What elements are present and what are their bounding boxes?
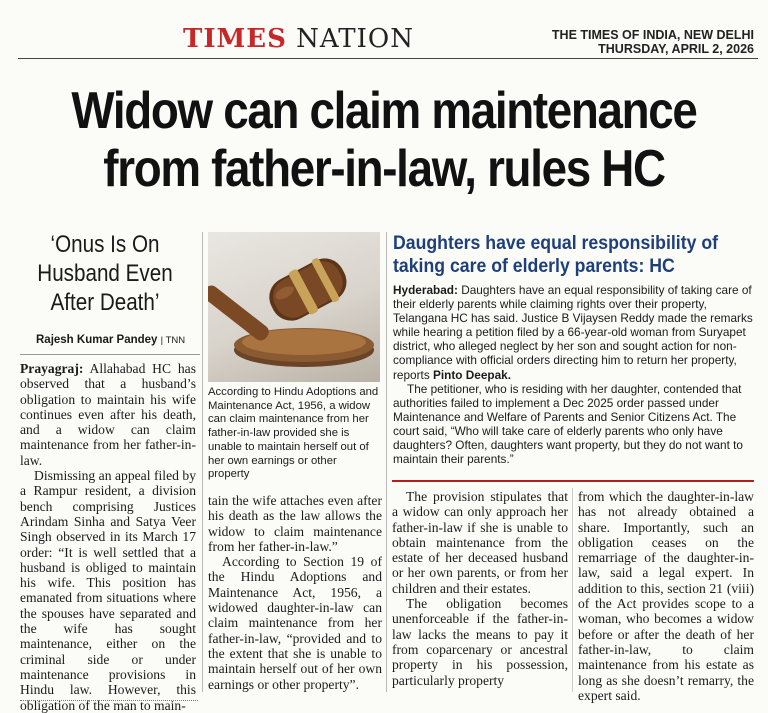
pull-quote: [25, 230, 185, 317]
side-headline-line-1: Daughters have equal responsibility of: [393, 233, 719, 254]
story-paragraph: from which the daughter-in-law has not already obtained a share. Importantly, such an obligation ceases on the remarriage of the daughter-in-law, said a legal expert. In addition to this, section 21 (viii) of the Act provides scope to a woman, who becomes a widow before or after the death of her father-in-law, to claim maintenance from his estate as long as she doesn’t remarry, the expert said.: [578, 489, 754, 703]
story-paragraph: According to Section 19 of the Hindu Adoptions and Maintenance Act, 1956, a widowed daughter-in-law can claim maintenance from her father-in-law, “provided and to the extent that she is unable to maintain herself out of her own earnings or other property”.: [208, 554, 382, 692]
pull-quote-line-3: After Death’: [50, 289, 160, 316]
column-rule: [386, 232, 387, 692]
story-paragraph: The provision stipulates that a widow can only approach her father-in-law if she is unable to obtain maintenance from the estate of her deceased husband or her own parents, or from her children and their estates.: [392, 489, 568, 596]
story-paragraph: The obligation becomes unenforceable if the father-in-law lacks the means to pay it from coparcenary or ancestral property in his possession, particularly property: [392, 596, 568, 688]
story-paragraph: Prayagraj: Allahabad HC has observed that a husband’s obligation to maintain his wife continues even after his death, and a widow can claim maintenance from her father-in-law.: [20, 361, 196, 468]
section-title: [183, 24, 414, 54]
photo-caption: According to Hindu Adoptions and Maintenance Act, 1956, a widow can claim maintenance from her father-in-law provided she is unable to maintain herself out of her own earnings or other property: [208, 386, 379, 481]
pull-quote-line-2: Husband Even: [37, 260, 173, 287]
byline-rule: [20, 354, 200, 355]
side-story-divider: [392, 480, 754, 482]
section-title-black: NATION: [296, 24, 414, 54]
main-headline: [46, 82, 722, 198]
issue-date: THURSDAY, APRIL 2, 2026: [598, 42, 754, 56]
side-story-headline: [393, 232, 746, 278]
side-paragraph: The petitioner, who is residing with her daughter, contended that authorities failed to implement a Dec 2025 order passed under Maintenance and Welfare of Parents and Senior Citizens Act. The court said, “Who will take care of elderly parents who only have daughters? Often, daughters want property, but they do not want to maintain their parents.”: [393, 381, 743, 467]
column-rule: [572, 488, 573, 692]
byline: [36, 334, 185, 346]
side-headline-line-2: taking care of elderly parents: HC: [393, 256, 675, 277]
side-dateline: Hyderabad:: [393, 283, 458, 297]
masthead-rule: [18, 58, 758, 59]
paper-name: THE TIMES OF INDIA, NEW DELHI: [551, 28, 754, 42]
gavel-photo: [208, 232, 380, 382]
side-paragraph: Hyderabad: Daughters have an equal responsibility of taking care of their elderly parents while claiming rights over their property, Telangana HC has said. Justice B Vijaysen Reddy made the remarks while hearing a petition filed by a 66-year-old woman from Suryapet district, who alleged neglect by her son and sought action for non-compliance with official orders directing him to return her property, reports Pinto Deepak.: [393, 283, 753, 382]
story-paragraph: Dismissing an appeal filed by a Rampur resident, a division bench comprising Justices Arindam Sinha and Satya Veer Singh observed in its March 17 order: “It is well settled that a husband is obliged to maintain his wife. This position has emanated from situations where the spouses have separated and the wife has sought maintenance, either on the criminal side or under maintenance provisions in Hindu law. However, this obligation of the man to main-: [20, 468, 196, 713]
side-reporter: Pinto Deepak.: [433, 367, 512, 382]
story-column-3: [392, 489, 568, 688]
byline-name: Rajesh Kumar Pandey: [36, 334, 158, 346]
pull-quote-line-1: ‘Onus Is On: [50, 231, 160, 258]
side-story-body: [393, 283, 753, 466]
page-bottom-edge: [20, 700, 198, 701]
story-column-1: [20, 361, 196, 713]
story-dateline: Prayagraj:: [20, 361, 84, 376]
story-column-2: [208, 493, 382, 692]
gavel-icon: [208, 232, 380, 382]
column-rule: [202, 232, 203, 692]
headline-line-1: Widow can claim maintenance: [71, 82, 697, 140]
headline-line-2: from father-in-law, rules HC: [103, 140, 665, 198]
byline-tag: | TNN: [160, 335, 186, 346]
story-column-4: [578, 489, 754, 703]
section-title-red: TIMES: [183, 24, 287, 54]
story-paragraph: tain the wife attaches even after his death as the law allows the widow to claim maintenance from her father-in-law.”: [208, 493, 382, 554]
dateline: [494, 28, 754, 56]
